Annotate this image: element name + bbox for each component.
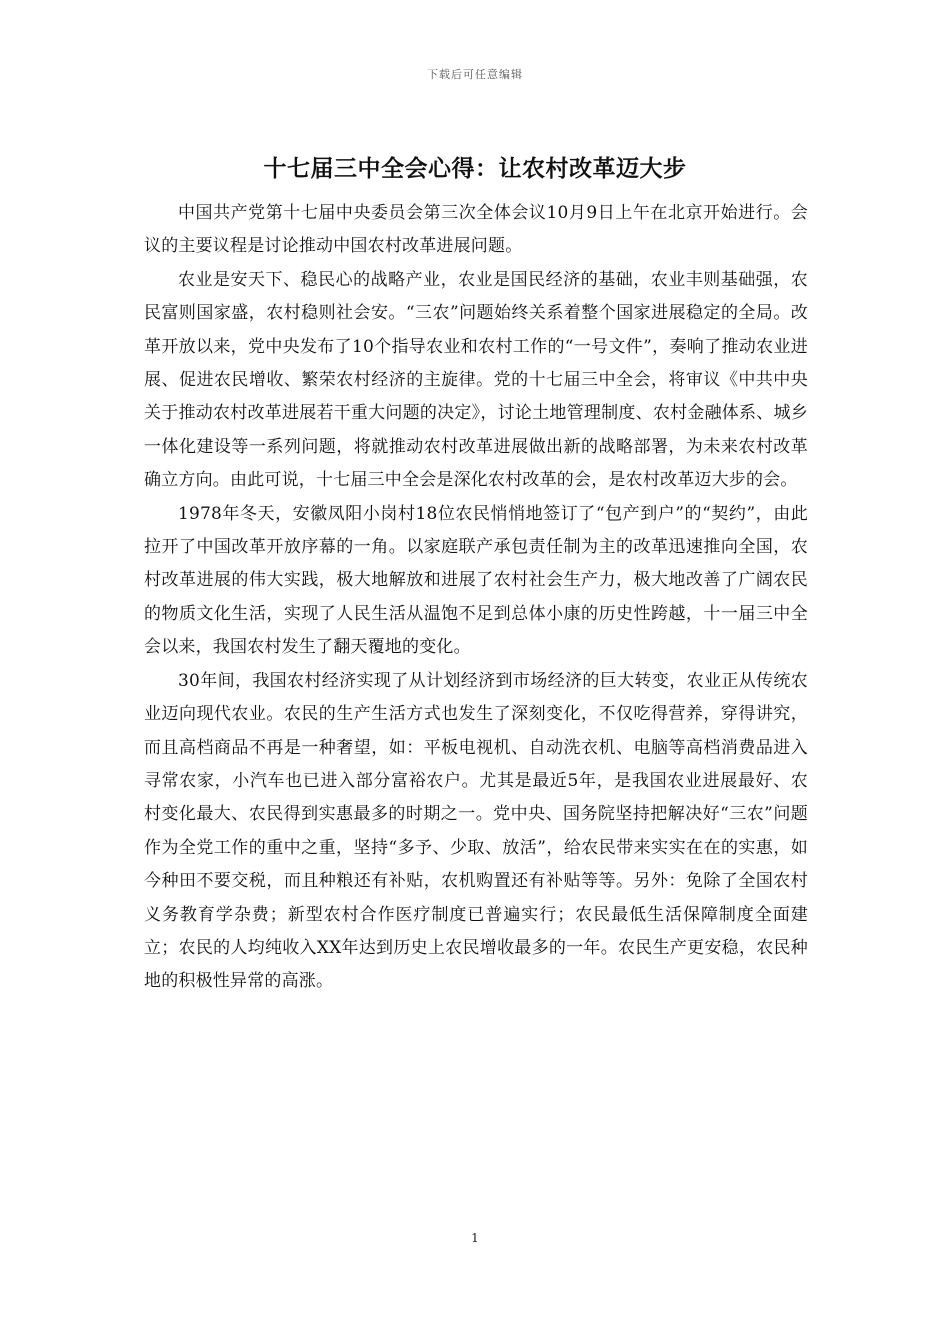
- document-title: 十七届三中全会心得：让农村改革迈大步: [263, 155, 687, 182]
- paragraph-2: 农业是安天下、稳民心的战略产业，农业是国民经济的基础，农业丰则基础强，农民富则国家盛，农村稳则社会安。“三农”问题始终关系着整个国家进展稳定的全局。改革开放以来，党中央发布了10个指导农业和农村工作的“一号文件”，奏响了推动农业进展、促进农民增收、繁荣农村经济的主旋律。党的十七届三中全会，将审议《中共中央关于推动农村改革进展若干重大问题的决定》，讨论土地管理制度、农村金融体系、城乡一体化建设等一系列问题，将就推动农村改革进展做出新的战略部署，为未来农村改革确立方向。由此可说，十七届三中全会是深化农村改革的会，是农村改革迈大步的会。: [144, 269, 808, 491]
- header-note: 下载后可任意编辑: [427, 68, 523, 81]
- page-number: 1: [471, 1231, 479, 1245]
- paragraph-1: 中国共产党第十七届中央委员会第三次全体会议10月9日上午在北京开始进行。会议的主要议程是讨论推动中国农村改革进展问题。: [144, 203, 808, 257]
- paragraph-3: 1978年冬天，安徽凤阳小岗村18位农民悄悄地签订了“包产到户”的“契约”，由此拉开了中国改革开放序幕的一角。以家庭联产承包责任制为主的改革迅速推向全国，农村改革进展的伟大实践，极大地解放和进展了农村社会生产力，极大地改善了广阔农民的物质文化生活，实现了人民生活从温饱不足到总体小康的历史性跨越，十一届三中全会以来，我国农村发生了翻天覆地的变化。: [144, 503, 808, 658]
- paragraph-4: 30年间，我国农村经济实现了从计划经济到市场经济的巨大转变，农业正从传统农业迈向现代农业。农民的生产生活方式也发生了深刻变化，不仅吃得营养，穿得讲究，而且高档商品不再是一种奢望，如：平板电视机、自动洗衣机、电脑等高档消费品进入寻常农家，小汽车也已进入部分富裕农户。尤其是最近5年，是我国农业进展最好、农村变化最大、农民得到实惠最多的时期之一。党中央、国务院坚持把解决好“三农”问题作为全党工作的重中之重，坚持“多予、少取、放活”，给农民带来实实在在的实惠，如今种田不要交税，而且种粮还有补贴，农机购置还有补贴等等。另外：免除了全国农村义务教育学杂费；新型农村合作医疗制度已普遍实行；农民最低生活保障制度全面建立；农民的人均纯收入XX年达到历史上农民增收最多的一年。农民生产更安稳，农民种地的积极性异常的高涨。: [144, 670, 808, 992]
- document-body: [144, 197, 808, 999]
